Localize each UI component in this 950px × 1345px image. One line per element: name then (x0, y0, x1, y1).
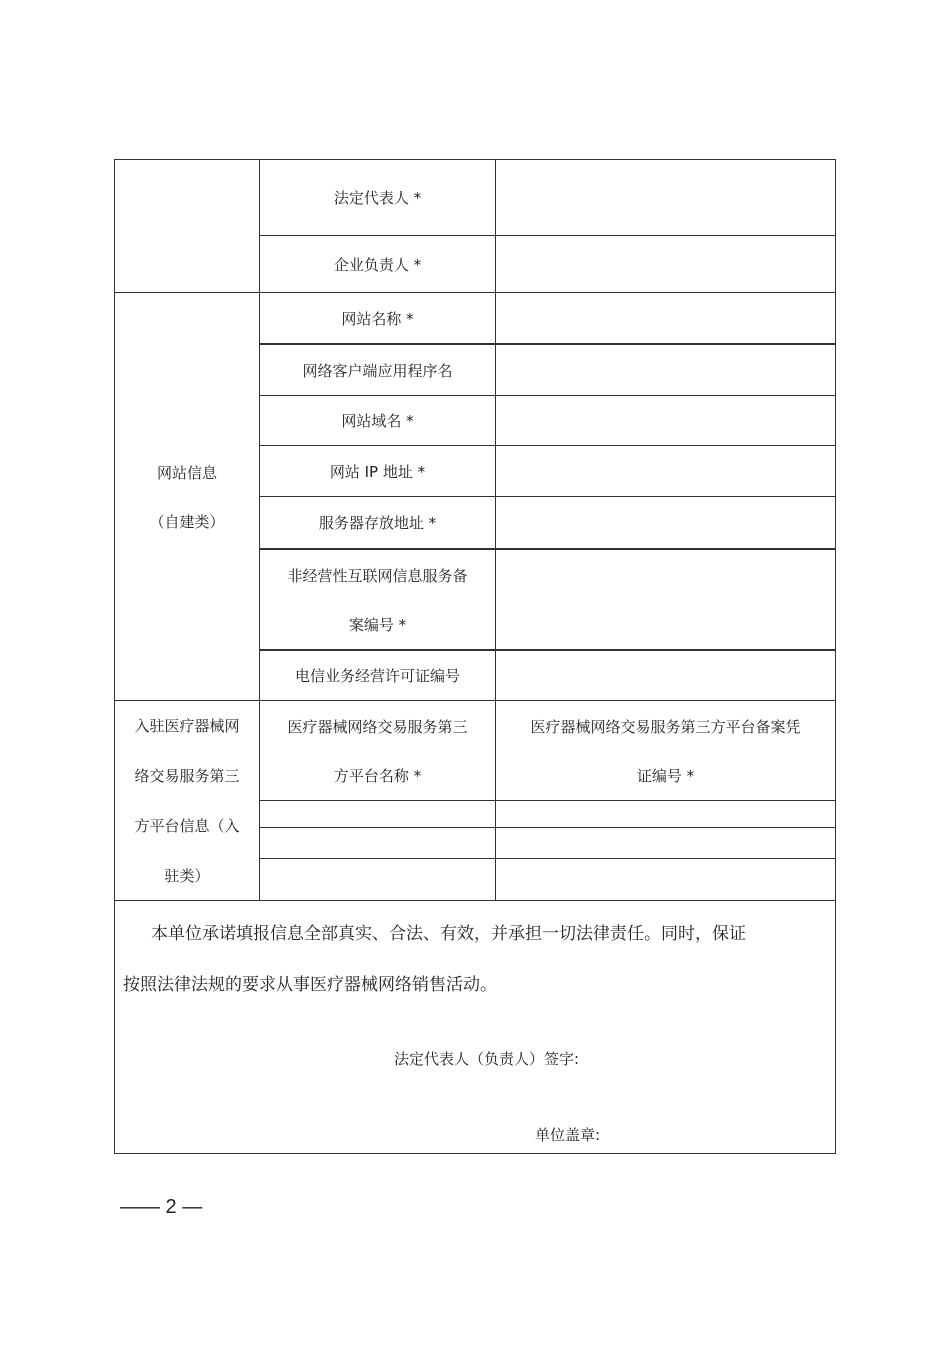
platform-name-entry-3[interactable] (260, 859, 495, 900)
platform-cert-header (496, 701, 835, 800)
server-addr-value[interactable] (496, 497, 835, 548)
enterprise-head-label: 企业负责人 * (333, 255, 422, 274)
platform-cert-line2: 证编号 * (636, 766, 695, 785)
icp-value[interactable] (496, 550, 835, 649)
website-section-line2: （自建类） (149, 512, 225, 531)
page-number: —— 2 — (120, 1196, 203, 1218)
telecom-license-value[interactable] (496, 651, 835, 700)
app-name-value[interactable] (496, 345, 835, 395)
domain-value[interactable] (496, 396, 835, 445)
platform-cert-entry-3[interactable] (496, 859, 835, 900)
ip-value[interactable] (496, 446, 835, 496)
enterprise-head-value[interactable] (496, 236, 835, 292)
platform-name-entry-1[interactable] (260, 801, 495, 827)
signature-label: 法定代表人（负责人）签字: (394, 1050, 580, 1068)
pledge-line-1: 本单位承诺填报信息全部真实、合法、有效，并承担一切法律责任。同时，保证 (151, 924, 746, 944)
icp-label (260, 550, 495, 649)
platform-section-label (115, 701, 259, 900)
platform-section-line4: 驻类） (164, 866, 210, 885)
website-section-line1: 网站信息 (156, 463, 217, 482)
legal-rep-value[interactable] (496, 160, 835, 235)
website-section-label (115, 293, 259, 700)
divider (115, 900, 835, 901)
platform-cert-entry-1[interactable] (496, 801, 835, 827)
platform-name-entry-2[interactable] (260, 828, 495, 858)
app-name-label: 网络客户端应用程序名 (302, 361, 453, 380)
platform-section-line1: 入驻医疗器械网 (134, 716, 240, 735)
platform-section-line2: 络交易服务第三 (134, 766, 240, 785)
legal-rep-label: 法定代表人 * (333, 189, 422, 207)
ip-label: 网站 IP 地址 * (329, 462, 426, 481)
server-addr-label: 服务器存放地址 * (318, 514, 437, 532)
platform-name-header (260, 701, 495, 800)
telecom-license-label: 电信业务经营许可证编号 (294, 667, 460, 685)
pledge-line-2: 按照法律法规的要求从事医疗器械网络销售活动。 (123, 975, 497, 995)
platform-name-line2: 方平台名称 * (333, 766, 422, 785)
site-name-value[interactable] (496, 293, 835, 343)
platform-section-line3: 方平台信息（入 (134, 816, 240, 835)
platform-cert-entry-2[interactable] (496, 828, 835, 858)
icp-label-line1: 非经营性互联网信息服务备 (287, 566, 468, 585)
platform-cert-line1: 医疗器械网络交易服务第三方平台备案凭 (530, 717, 801, 736)
platform-name-line1: 医疗器械网络交易服务第三 (287, 717, 468, 736)
seal-label: 单位盖章: (535, 1126, 601, 1144)
icp-label-line2: 案编号 * (348, 615, 407, 634)
registration-form-table (114, 159, 836, 1154)
site-name-label: 网站名称 * (341, 309, 414, 328)
domain-label: 网站域名 * (341, 412, 414, 430)
